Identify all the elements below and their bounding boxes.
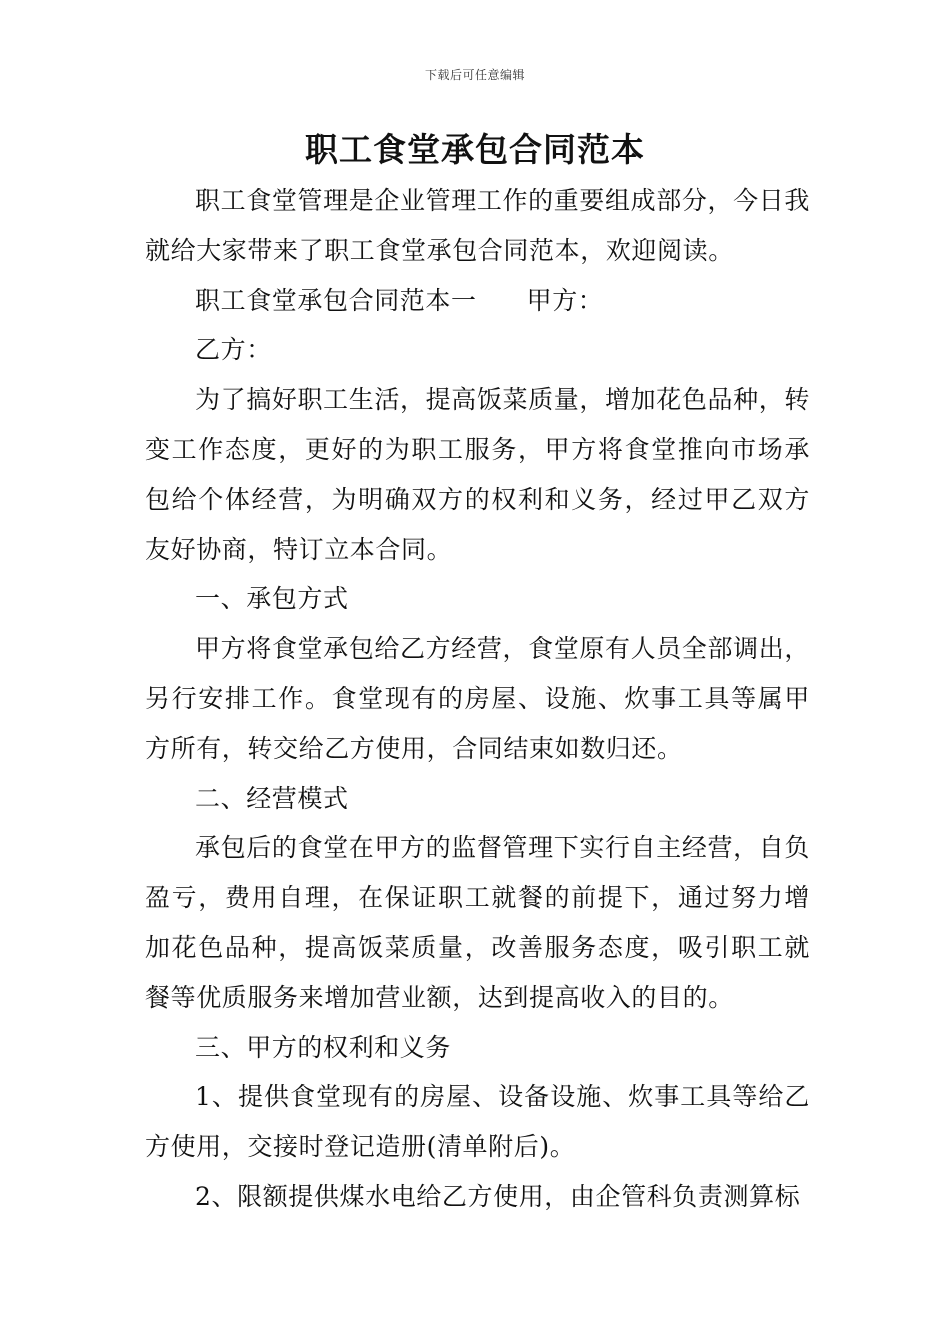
paragraph-intro: 职工食堂管理是企业管理工作的重要组成部分，今日我就给大家带来了职工食堂承包合同范本，欢迎阅读。: [145, 186, 810, 265]
party-b-label: 乙方：: [195, 335, 272, 365]
document-title: 职工食堂承包合同范本: [305, 130, 645, 169]
header-note: 下载后可任意编辑: [424, 68, 525, 82]
section-heading-1: 一、承包方式: [195, 584, 349, 614]
paragraph-clause-2: 2、限额提供煤水电给乙方使用，由企管科负责测算标: [195, 1181, 801, 1211]
paragraph-contract-method: 甲方将食堂承包给乙方经营，食堂原有人员全部调出，另行安排工作。食堂现有的房屋、设施、炊事工具等属甲方所有，转交给乙方使用，合同结束如数归还。: [145, 634, 810, 763]
party-a-label: 甲方：: [526, 285, 604, 315]
document-body: [145, 176, 810, 1222]
contract-subtitle: 职工食堂承包合同范本一: [195, 285, 477, 315]
paragraph-contract-heading: [145, 276, 810, 326]
paragraph-purpose: 为了搞好职工生活，提高饭菜质量，增加花色品种，转变工作态度，更好的为职工服务，甲方将食堂推向市场承包给个体经营，为明确双方的权利和义务，经过甲乙双方友好协商，特订立本合同。: [145, 385, 810, 564]
section-heading-2: 二、经营模式: [195, 783, 349, 813]
paragraph-operation-mode: 承包后的食堂在甲方的监督管理下实行自主经营，自负盈亏，费用自理，在保证职工就餐的前提下，通过努力增加花色品种，提高饭菜质量，改善服务态度，吸引职工就餐等优质服务来增加营业额，达到提高收入的目的。: [145, 833, 810, 1012]
paragraph-clause-1: 1、提供食堂现有的房屋、设备设施、炊事工具等给乙方使用，交接时登记造册(清单附后)。: [145, 1082, 810, 1162]
section-heading-3: 三、甲方的权利和义务: [195, 1032, 452, 1062]
